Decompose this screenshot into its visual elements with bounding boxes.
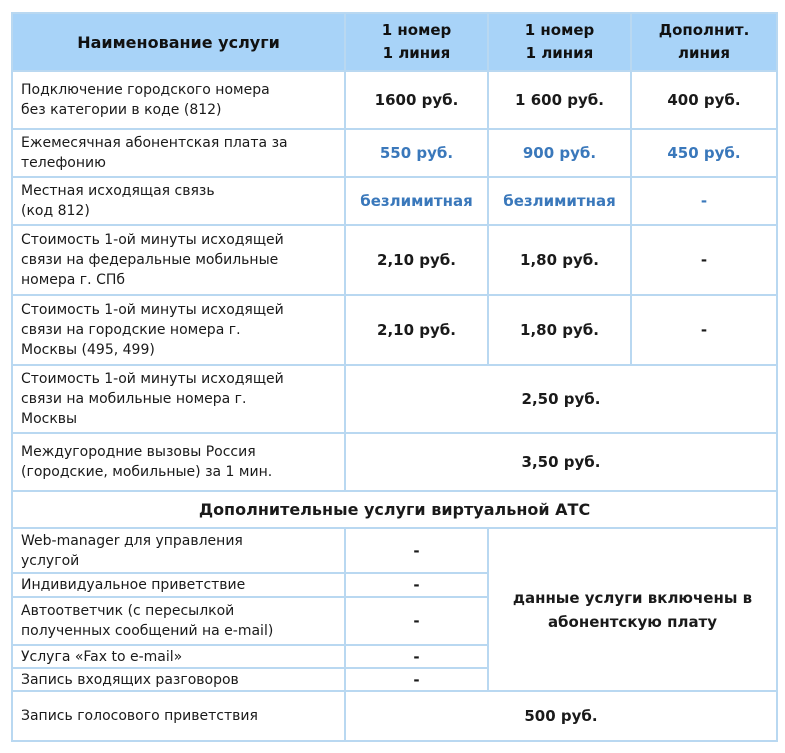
row-value-col-3: 400 руб. [631,71,777,129]
row-label: Запись входящих разговоров [12,668,345,691]
row-label: Стоимость 1-ой минуты исходящей связи на мобильные номера г. Москвы [12,365,345,433]
included-note: данные услуги включены в абонентскую плату [488,528,777,691]
header-col-2: 1 номер 1 линия [488,13,631,71]
row-label: Междугородние вызовы Россия (городские, мобильные) за 1 мин. [12,433,345,491]
row-value-col-3: - [631,225,777,295]
table-header-row [12,13,777,71]
table-row [12,129,777,177]
row-value: - [345,645,488,668]
row-value-col-2: 1 600 руб. [488,71,631,129]
table-row [12,225,777,295]
table-row [12,71,777,129]
row-value-col-2: безлимитная [488,177,631,225]
row-value: - [345,573,488,597]
row-value-col-1: безлимитная [345,177,488,225]
table-row [12,365,777,433]
row-value-col-1: 550 руб. [345,129,488,177]
row-label: Подключение городского номера без категории в коде (812) [12,71,345,129]
row-value: - [345,668,488,691]
row-value-merged: 2,50 руб. [345,365,777,433]
row-value-col-2: 1,80 руб. [488,225,631,295]
table-row [12,295,777,365]
row-label: Стоимость 1-ой минуты исходящей связи на федеральные мобильные номера г. СПб [12,225,345,295]
table-row [12,691,777,741]
row-value-col-3: - [631,177,777,225]
row-value: - [345,528,488,573]
row-label: Местная исходящая связь (код 812) [12,177,345,225]
row-value-col-3: 450 руб. [631,129,777,177]
header-col-3: Дополнит. линия [631,13,777,71]
header-col-1: 1 номер 1 линия [345,13,488,71]
row-value-merged: 500 руб. [345,691,777,741]
row-value-col-2: 900 руб. [488,129,631,177]
row-label: Услуга «Fax to e-mail» [12,645,345,668]
row-value-merged: 3,50 руб. [345,433,777,491]
row-label: Стоимость 1-ой минуты исходящей связи на городские номера г. Москвы (495, 499) [12,295,345,365]
tariff-table [11,12,778,742]
row-label: Запись голосового приветствия [12,691,345,741]
table-row [12,528,777,573]
section-row [12,491,777,528]
row-value-col-1: 2,10 руб. [345,295,488,365]
table-row [12,177,777,225]
row-value-col-2: 1,80 руб. [488,295,631,365]
row-label: Web-manager для управления услугой [12,528,345,573]
header-service-name: Наименование услуги [12,13,345,71]
row-value-col-3: - [631,295,777,365]
row-label: Ежемесячная абонентская плата за телефонию [12,129,345,177]
table-row [12,433,777,491]
row-label: Автоответчик (с пересылкой полученных сообщений на e-mail) [12,597,345,645]
row-label: Индивидуальное приветствие [12,573,345,597]
section-title: Дополнительные услуги виртуальной АТС [12,491,777,528]
row-value-col-1: 2,10 руб. [345,225,488,295]
row-value: - [345,597,488,645]
row-value-col-1: 1600 руб. [345,71,488,129]
